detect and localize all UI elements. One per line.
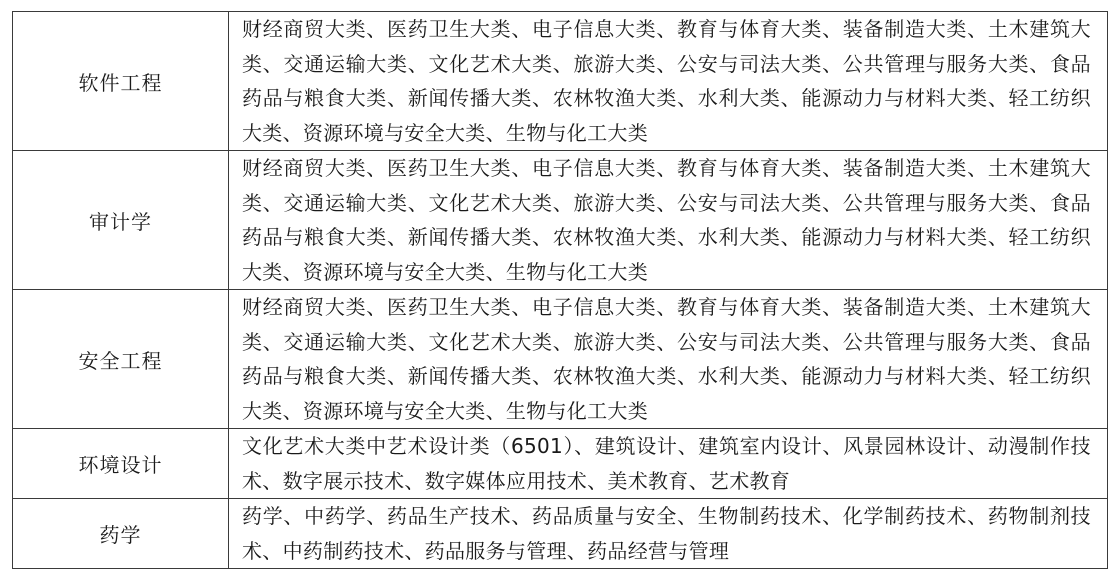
table-row <box>13 151 1108 290</box>
table-row <box>13 499 1108 569</box>
applicable-categories-cell: 财经商贸大类、医药卫生大类、电子信息大类、教育与体育大类、装备制造大类、土木建筑大类、交通运输大类、文化艺术大类、旅游大类、公安与司法大类、公共管理与服务大类、食品药品与粮食大类、新闻传播大类、农林牧渔大类、水利大类、能源动力与材料大类、轻工纺织大类、资源环境与安全大类、生物与化工大类 <box>229 12 1108 151</box>
applicable-categories-cell: 财经商贸大类、医药卫生大类、电子信息大类、教育与体育大类、装备制造大类、土木建筑大类、交通运输大类、文化艺术大类、旅游大类、公安与司法大类、公共管理与服务大类、食品药品与粮食大类、新闻传播大类、农林牧渔大类、水利大类、能源动力与材料大类、轻工纺织大类、资源环境与安全大类、生物与化工大类 <box>229 290 1108 429</box>
applicable-categories-cell: 财经商贸大类、医药卫生大类、电子信息大类、教育与体育大类、装备制造大类、土木建筑大类、交通运输大类、文化艺术大类、旅游大类、公安与司法大类、公共管理与服务大类、食品药品与粮食大类、新闻传播大类、农林牧渔大类、水利大类、能源动力与材料大类、轻工纺织大类、资源环境与安全大类、生物与化工大类 <box>229 151 1108 290</box>
major-name-cell: 软件工程 <box>13 12 229 151</box>
major-name-cell: 审计学 <box>13 151 229 290</box>
table-row <box>13 12 1108 151</box>
applicable-categories-cell: 药学、中药学、药品生产技术、药品质量与安全、生物制药技术、化学制药技术、药物制剂技术、中药制药技术、药品服务与管理、药品经营与管理 <box>229 499 1108 569</box>
major-name-cell: 环境设计 <box>13 429 229 499</box>
applicable-categories-cell: 文化艺术大类中艺术设计类（6501）、建筑设计、建筑室内设计、风景园林设计、动漫制作技术、数字展示技术、数字媒体应用技术、美术教育、艺术教育 <box>229 429 1108 499</box>
table-row <box>13 429 1108 499</box>
major-category-table <box>12 11 1108 569</box>
table-row <box>13 290 1108 429</box>
major-name-cell: 药学 <box>13 499 229 569</box>
major-name-cell: 安全工程 <box>13 290 229 429</box>
